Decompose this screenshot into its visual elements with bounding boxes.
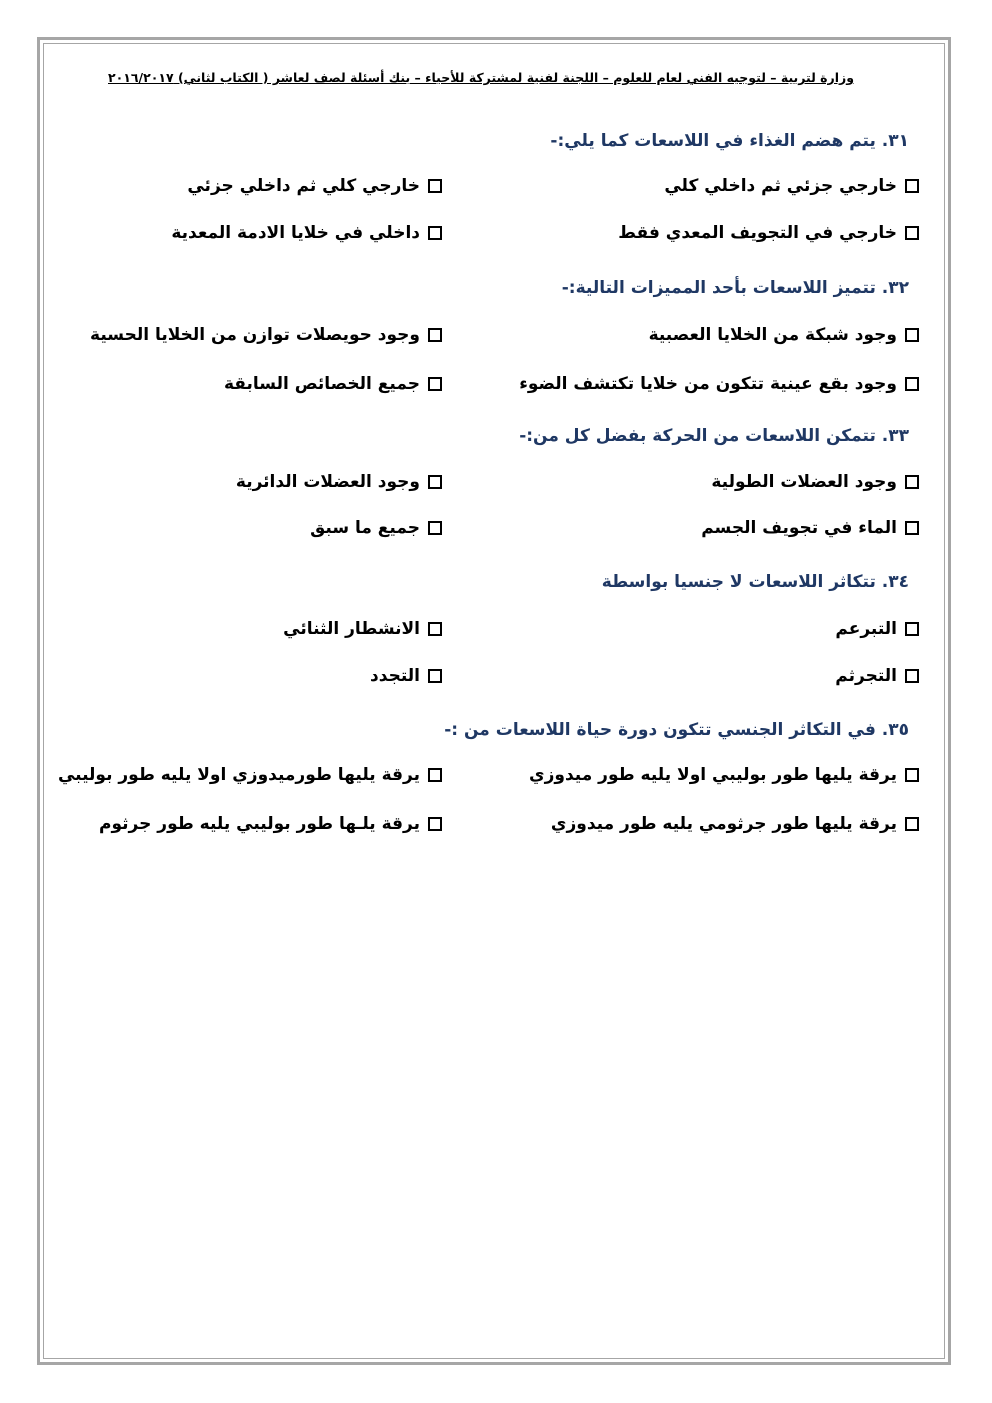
option-33-a[interactable]: وجود العضلات الطولية — [711, 472, 919, 492]
page-header: وزارة لتربية – لتوجيه الفني لعام للعلوم – اللجنة لفنية لمشتركة للأحياء – بنك أسئلة لصف لعاشر ( الكتاب لثاني) ٢٠١٦/٢٠١٧ — [108, 70, 854, 85]
option-32-c[interactable]: وجود بقع عينية تتكون من خلايا تكتشف الضوء — [519, 374, 919, 394]
checkbox-icon[interactable] — [428, 669, 442, 683]
checkbox-icon[interactable] — [428, 328, 442, 342]
checkbox-icon[interactable] — [905, 328, 919, 342]
option-32-a[interactable]: وجود شبكة من الخلايا العصبية — [649, 325, 919, 345]
option-34-d[interactable]: التجدد — [370, 666, 442, 686]
question-31: ٣١. يتم هضم الغذاء في اللاسعات كما يلي:- — [550, 131, 909, 151]
question-32: ٣٢. تتميز اللاسعات بأحد المميزات التالية:- — [561, 278, 909, 298]
option-32-d[interactable]: جميع الخصائص السابقة — [224, 374, 442, 394]
checkbox-icon[interactable] — [428, 226, 442, 240]
checkbox-icon[interactable] — [905, 377, 919, 391]
checkbox-icon[interactable] — [428, 377, 442, 391]
checkbox-icon[interactable] — [905, 521, 919, 535]
question-33: ٣٣. تتمكن اللاسعات من الحركة بفضل كل من:- — [519, 426, 909, 446]
option-31-d[interactable]: داخلي في خلايا الادمة المعدية — [171, 223, 442, 243]
checkbox-icon[interactable] — [428, 179, 442, 193]
checkbox-icon[interactable] — [428, 475, 442, 489]
option-35-d[interactable]: يرقة يلـها طور بوليبي يليه طور جرثوم — [99, 814, 442, 834]
question-34: ٣٤. تتكاثر اللاسعات لا جنسيا بواسطة — [601, 572, 909, 592]
checkbox-icon[interactable] — [428, 521, 442, 535]
option-31-a[interactable]: خارجي جزئي ثم داخلي كلي — [664, 176, 919, 196]
option-31-b[interactable]: خارجي كلي ثم داخلي جزئي — [187, 176, 442, 196]
checkbox-icon[interactable] — [428, 817, 442, 831]
option-35-b[interactable]: يرقة يليها طورميدوزي اولا يليه طور بوليبي — [58, 765, 442, 785]
checkbox-icon[interactable] — [905, 817, 919, 831]
option-31-c[interactable]: خارجي في التجويف المعدي فقط — [618, 223, 919, 243]
option-34-a[interactable]: التبرعم — [835, 619, 919, 639]
option-35-c[interactable]: يرقة يليها طور جرثومي يليه طور ميدوزي — [551, 814, 919, 834]
option-32-b[interactable]: وجود حويصلات توازن من الخلايا الحسية — [90, 325, 442, 345]
option-34-c[interactable]: التجرثم — [835, 666, 919, 686]
checkbox-icon[interactable] — [905, 669, 919, 683]
option-33-c[interactable]: الماء في تجويف الجسم — [701, 518, 919, 538]
checkbox-icon[interactable] — [905, 226, 919, 240]
checkbox-icon[interactable] — [905, 622, 919, 636]
checkbox-icon[interactable] — [428, 622, 442, 636]
option-35-a[interactable]: يرقة يليها طور بوليبي اولا يليه طور ميدوزي — [529, 765, 919, 785]
option-33-b[interactable]: وجود العضلات الدائرية — [236, 472, 442, 492]
option-33-d[interactable]: جميع ما سبق — [310, 518, 442, 538]
checkbox-icon[interactable] — [905, 768, 919, 782]
checkbox-icon[interactable] — [428, 768, 442, 782]
checkbox-icon[interactable] — [905, 475, 919, 489]
question-35: ٣٥. في التكاثر الجنسي تتكون دورة حياة اللاسعات من :- — [444, 720, 909, 740]
option-34-b[interactable]: الانشطار الثنائي — [283, 619, 442, 639]
checkbox-icon[interactable] — [905, 179, 919, 193]
